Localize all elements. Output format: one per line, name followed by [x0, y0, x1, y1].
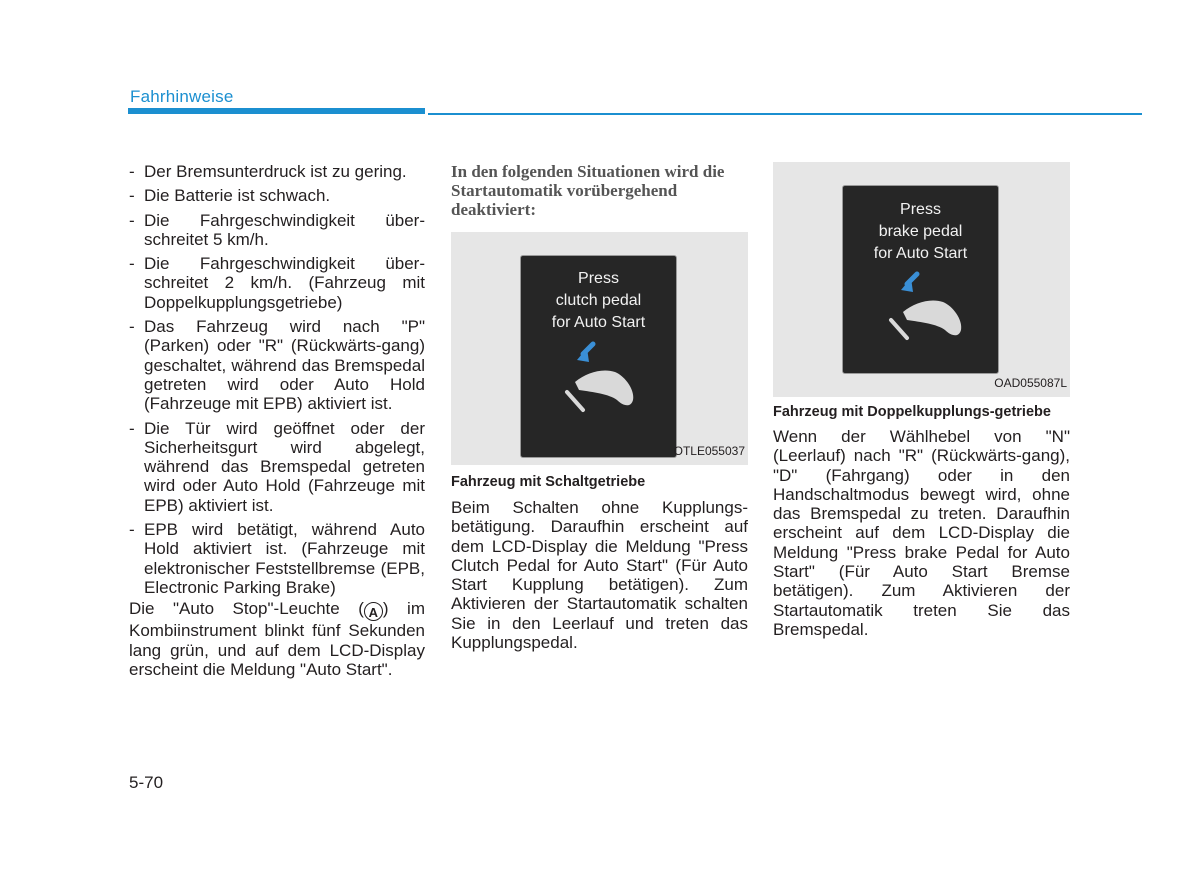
list-item: - Die Tür wird geöffnet oder der Sicherheitsgurt wird abgelegt, während das Bremspedal getreten wird oder Auto Hold (Fahrzeuge mit EPB) aktiviert ist. — [129, 419, 425, 515]
display-line: brake pedal — [878, 223, 963, 240]
figure-code: OAD055087L — [994, 375, 1067, 390]
list-item: - Das Fahrzeug wird nach "P" (Parken) oder "R" (Rückwärts-gang) geschaltet, während das Bremspedal getreten wird oder Auto Hold (Fahrzeuge mit EPB) aktiviert ist. — [129, 317, 425, 413]
dct-text: Wenn der Wählhebel von "N" (Leerlauf) nach "R" (Rückwärts-gang), "D" (Fahrgang) oder in den Handschaltmodus bewegt wird, ohne das Bremspedal zu treten. Daraufhin erscheint auf dem LCD-Display die Meldung "Press brake Pedal for Auto Start" (Für Auto Start Bremse betätigen). Zum Aktivieren der Startautomatik treten Sie das Bremspedal. — [773, 427, 1070, 639]
list-item: - Die Batterie ist schwach. — [129, 186, 425, 205]
auto-stop-paragraph — [129, 599, 425, 679]
paragraph-text-start: Die "Auto Stop"-Leuchte ( — [129, 599, 364, 619]
display-line: Press — [900, 201, 941, 218]
brake-display-figure — [773, 162, 1070, 397]
list-item: - EPB wird betätigt, während Auto Hold aktiviert ist. (Fahrzeuge mit elektronischer Feststellbremse (EPB, Electronic Parking Brake) — [129, 520, 425, 597]
display-line: clutch pedal — [555, 292, 642, 309]
list-item: - Die Fahrgeschwindigkeit über-schreitet 2 km/h. (Fahrzeug mit Doppelkupplungsgetriebe) — [129, 254, 425, 312]
display-line: for Auto Start — [873, 245, 968, 262]
section-title: Fahrhinweise — [130, 87, 234, 106]
clutch-display-figure — [451, 232, 748, 465]
display-line: Press — [578, 270, 619, 287]
right-column — [773, 162, 1070, 639]
left-column — [129, 162, 425, 679]
figure-caption: Fahrzeug mit Schaltgetriebe — [451, 474, 646, 490]
auto-stop-indicator-icon: A — [364, 602, 383, 621]
display-line: for Auto Start — [551, 314, 646, 331]
lcd-display — [520, 255, 677, 458]
deactivation-list — [129, 162, 425, 597]
manual-transmission-text: Beim Schalten ohne Kupplungs-betätigung. Daraufhin erscheint auf dem LCD-Display die Meldung "Press Clutch Pedal for Auto Start" (Für Auto Start Kupplung betätigen). Zum Aktivieren der Startautomatik schalten Sie in den Leerlauf und treten das Kupplungspedal. — [451, 498, 748, 653]
middle-column — [451, 162, 748, 652]
list-item: - Der Bremsunterdruck ist zu gering. — [129, 162, 425, 181]
lcd-display — [842, 185, 999, 374]
foot-pedal-icon — [881, 268, 981, 348]
figure-code: OTLE055037 — [673, 443, 745, 458]
paragraph-text-end: ) im Kombiinstrument blinkt fünf Sekunden lang grün, und auf dem LCD-Display erscheint die Meldung "Auto Start". — [129, 599, 425, 679]
page-number: 5-70 — [129, 773, 164, 792]
figure-caption: Fahrzeug mit Doppelkupplungs-getriebe — [773, 404, 1051, 420]
list-item: - Die Fahrgeschwindigkeit über-schreitet 5 km/h. — [129, 211, 425, 250]
foot-pedal-icon — [553, 338, 653, 418]
header-rule-thick — [128, 108, 425, 114]
situations-heading: In den folgenden Situationen wird die Startautomatik vorübergehend deaktiviert: — [451, 162, 725, 219]
header-rule-thin — [428, 113, 1142, 115]
